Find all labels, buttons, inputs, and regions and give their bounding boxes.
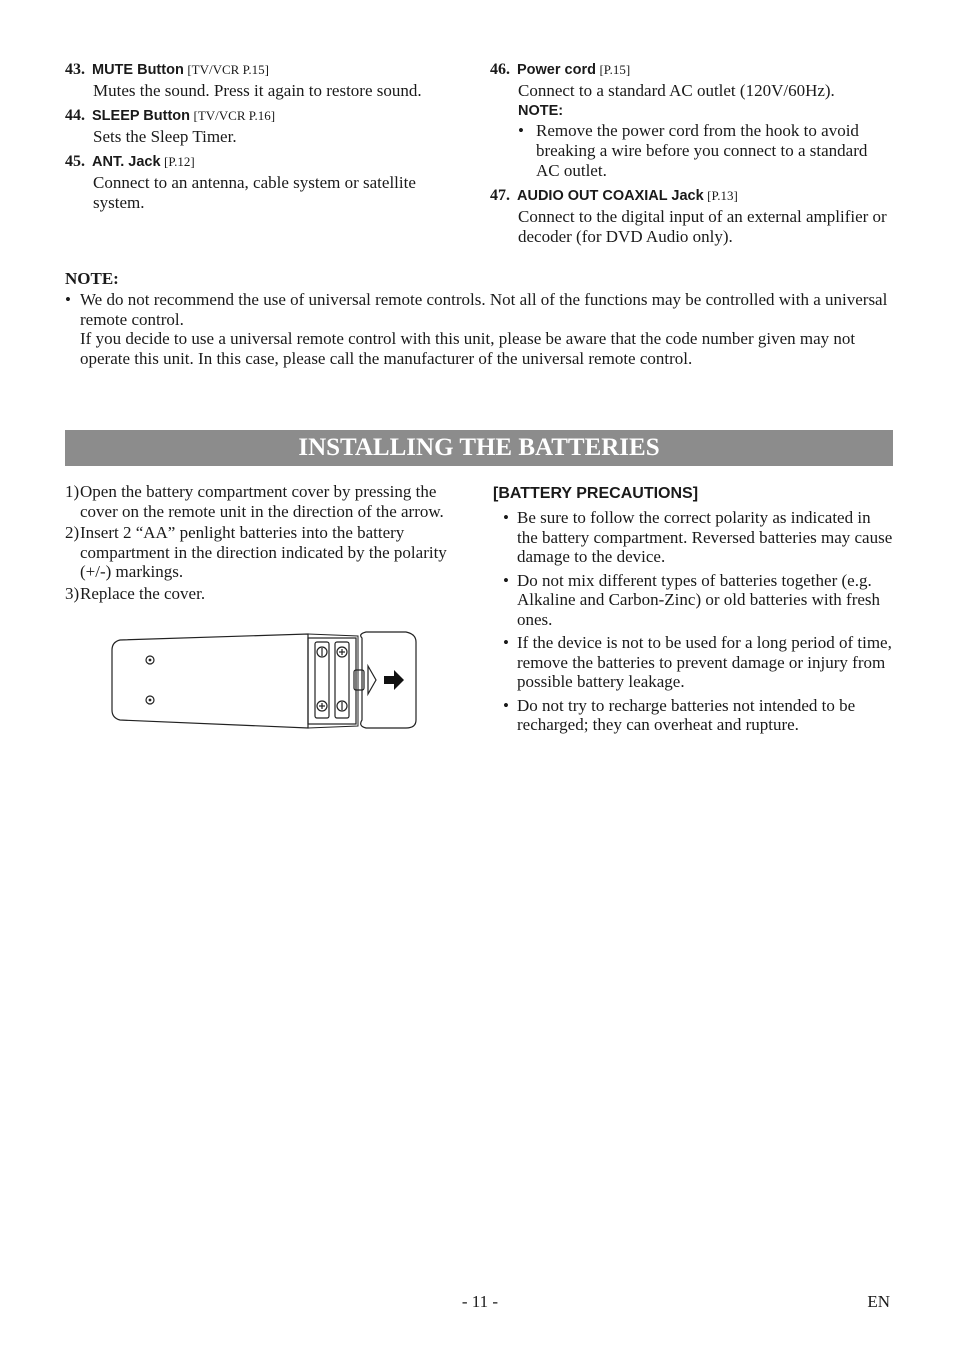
item-description: Connect to an antenna, cable system or satellite system. [93, 173, 416, 212]
item-number: 43. [65, 61, 85, 78]
bullet-icon: • [65, 290, 71, 309]
item-page-ref: [TV/VCR P.15] [187, 62, 269, 77]
section-title: INSTALLING THE BATTERIES [65, 430, 893, 466]
precaution-text: Do not mix different types of batteries together (e.g. Alkaline and Carbon-Zinc) or old batteries with fresh ones. [517, 570, 881, 629]
item-title: Power cord [517, 62, 596, 78]
item-power-cord [490, 60, 890, 181]
step-number: 2) [65, 523, 80, 542]
step-text: Insert 2 “AA” penlight batteries into the battery compartment in the direction indicated by the polarity (+/-) markings. [80, 523, 447, 581]
precaution-item [493, 633, 893, 692]
item-number: 46. [490, 61, 510, 78]
page-number: - 11 - [461, 1292, 499, 1311]
direction-arrow-icon [384, 670, 404, 690]
press-triangle-icon [368, 666, 376, 694]
item-page-ref: [P.12] [164, 154, 195, 169]
item-number: 45. [65, 153, 85, 170]
note-body [65, 290, 890, 368]
item-note-bullet [518, 121, 890, 181]
item-description: Connect to the digital input of an external amplifier or decoder (for DVD Audio only). [518, 207, 887, 246]
precaution-text: If the device is not to be used for a long period of time, remove the batteries to prevent damage or injury from possible battery leakage. [517, 633, 892, 691]
step-item [65, 523, 465, 582]
step-text: Open the battery compartment cover by pressing the cover on the remote unit in the direction of the arrow. [80, 482, 444, 521]
item-page-ref: [TV/VCR P.16] [193, 108, 276, 123]
step-item [65, 482, 465, 521]
step-text: Replace the cover. [80, 583, 206, 603]
precaution-item [493, 696, 893, 735]
note-label: NOTE: [65, 269, 119, 288]
precautions-title: [BATTERY PRECAUTIONS] [493, 485, 699, 502]
item-title: AUDIO OUT COAXIAL Jack [517, 188, 704, 204]
note-paragraph: If you decide to use a universal remote control with this unit, please be aware that the code number given may not operate this unit. In this case, please call the manufacturer of the universal remote control. [80, 329, 856, 368]
item-page-ref: [P.15] [599, 62, 631, 77]
item-page-ref: [P.13] [707, 188, 738, 203]
item-ant-jack [65, 152, 465, 213]
item-description: Connect to a standard AC outlet (120V/60Hz). [518, 81, 835, 100]
remote-battery-drawing [110, 630, 420, 732]
general-note [65, 268, 890, 368]
bullet-icon: • [503, 695, 509, 715]
item-number: 47. [490, 187, 510, 204]
item-title: ANT. Jack [92, 154, 161, 170]
language-code: EN [867, 1292, 890, 1311]
screw-dot [149, 699, 151, 701]
precaution-item [493, 508, 893, 567]
item-number: 44. [65, 107, 85, 124]
install-steps [65, 482, 465, 605]
item-mute-button [65, 60, 465, 101]
precaution-item [493, 571, 893, 630]
item-description: Mutes the sound. Press it again to restore sound. [93, 81, 422, 100]
item-list-right [490, 60, 890, 252]
remote-battery-illustration [110, 630, 420, 732]
item-note-label: NOTE: [518, 103, 564, 119]
item-audio-out-coaxial-jack [490, 186, 890, 247]
precaution-text: Do not try to recharge batteries not intended to be recharged; they can overheat and rupture. [517, 695, 856, 734]
step-number: 3) [65, 583, 80, 603]
remote-body-outline [112, 634, 308, 728]
item-note-text: Remove the power cord from the hook to avoid breaking a wire before you connect to a standard AC outlet. [536, 121, 868, 180]
step-item [65, 584, 465, 604]
item-title: SLEEP Button [92, 108, 191, 124]
bullet-icon: • [503, 508, 509, 527]
precaution-text: Be sure to follow the correct polarity as indicated in the battery compartment. Reversed batteries may cause damage to the device. [517, 508, 893, 566]
screw-dot [149, 659, 151, 661]
battery-precautions [493, 482, 893, 739]
bullet-icon: • [503, 570, 509, 590]
item-sleep-button [65, 106, 465, 147]
step-number: 1) [65, 482, 80, 501]
item-list-left [65, 60, 465, 218]
note-paragraph: We do not recommend the use of universal remote controls. Not all of the functions may be controlled with a universal remote control. [80, 290, 888, 329]
item-title: MUTE Button [92, 62, 184, 78]
item-description: Sets the Sleep Timer. [93, 127, 237, 146]
bullet-icon: • [518, 121, 524, 140]
bullet-icon: • [503, 633, 509, 652]
